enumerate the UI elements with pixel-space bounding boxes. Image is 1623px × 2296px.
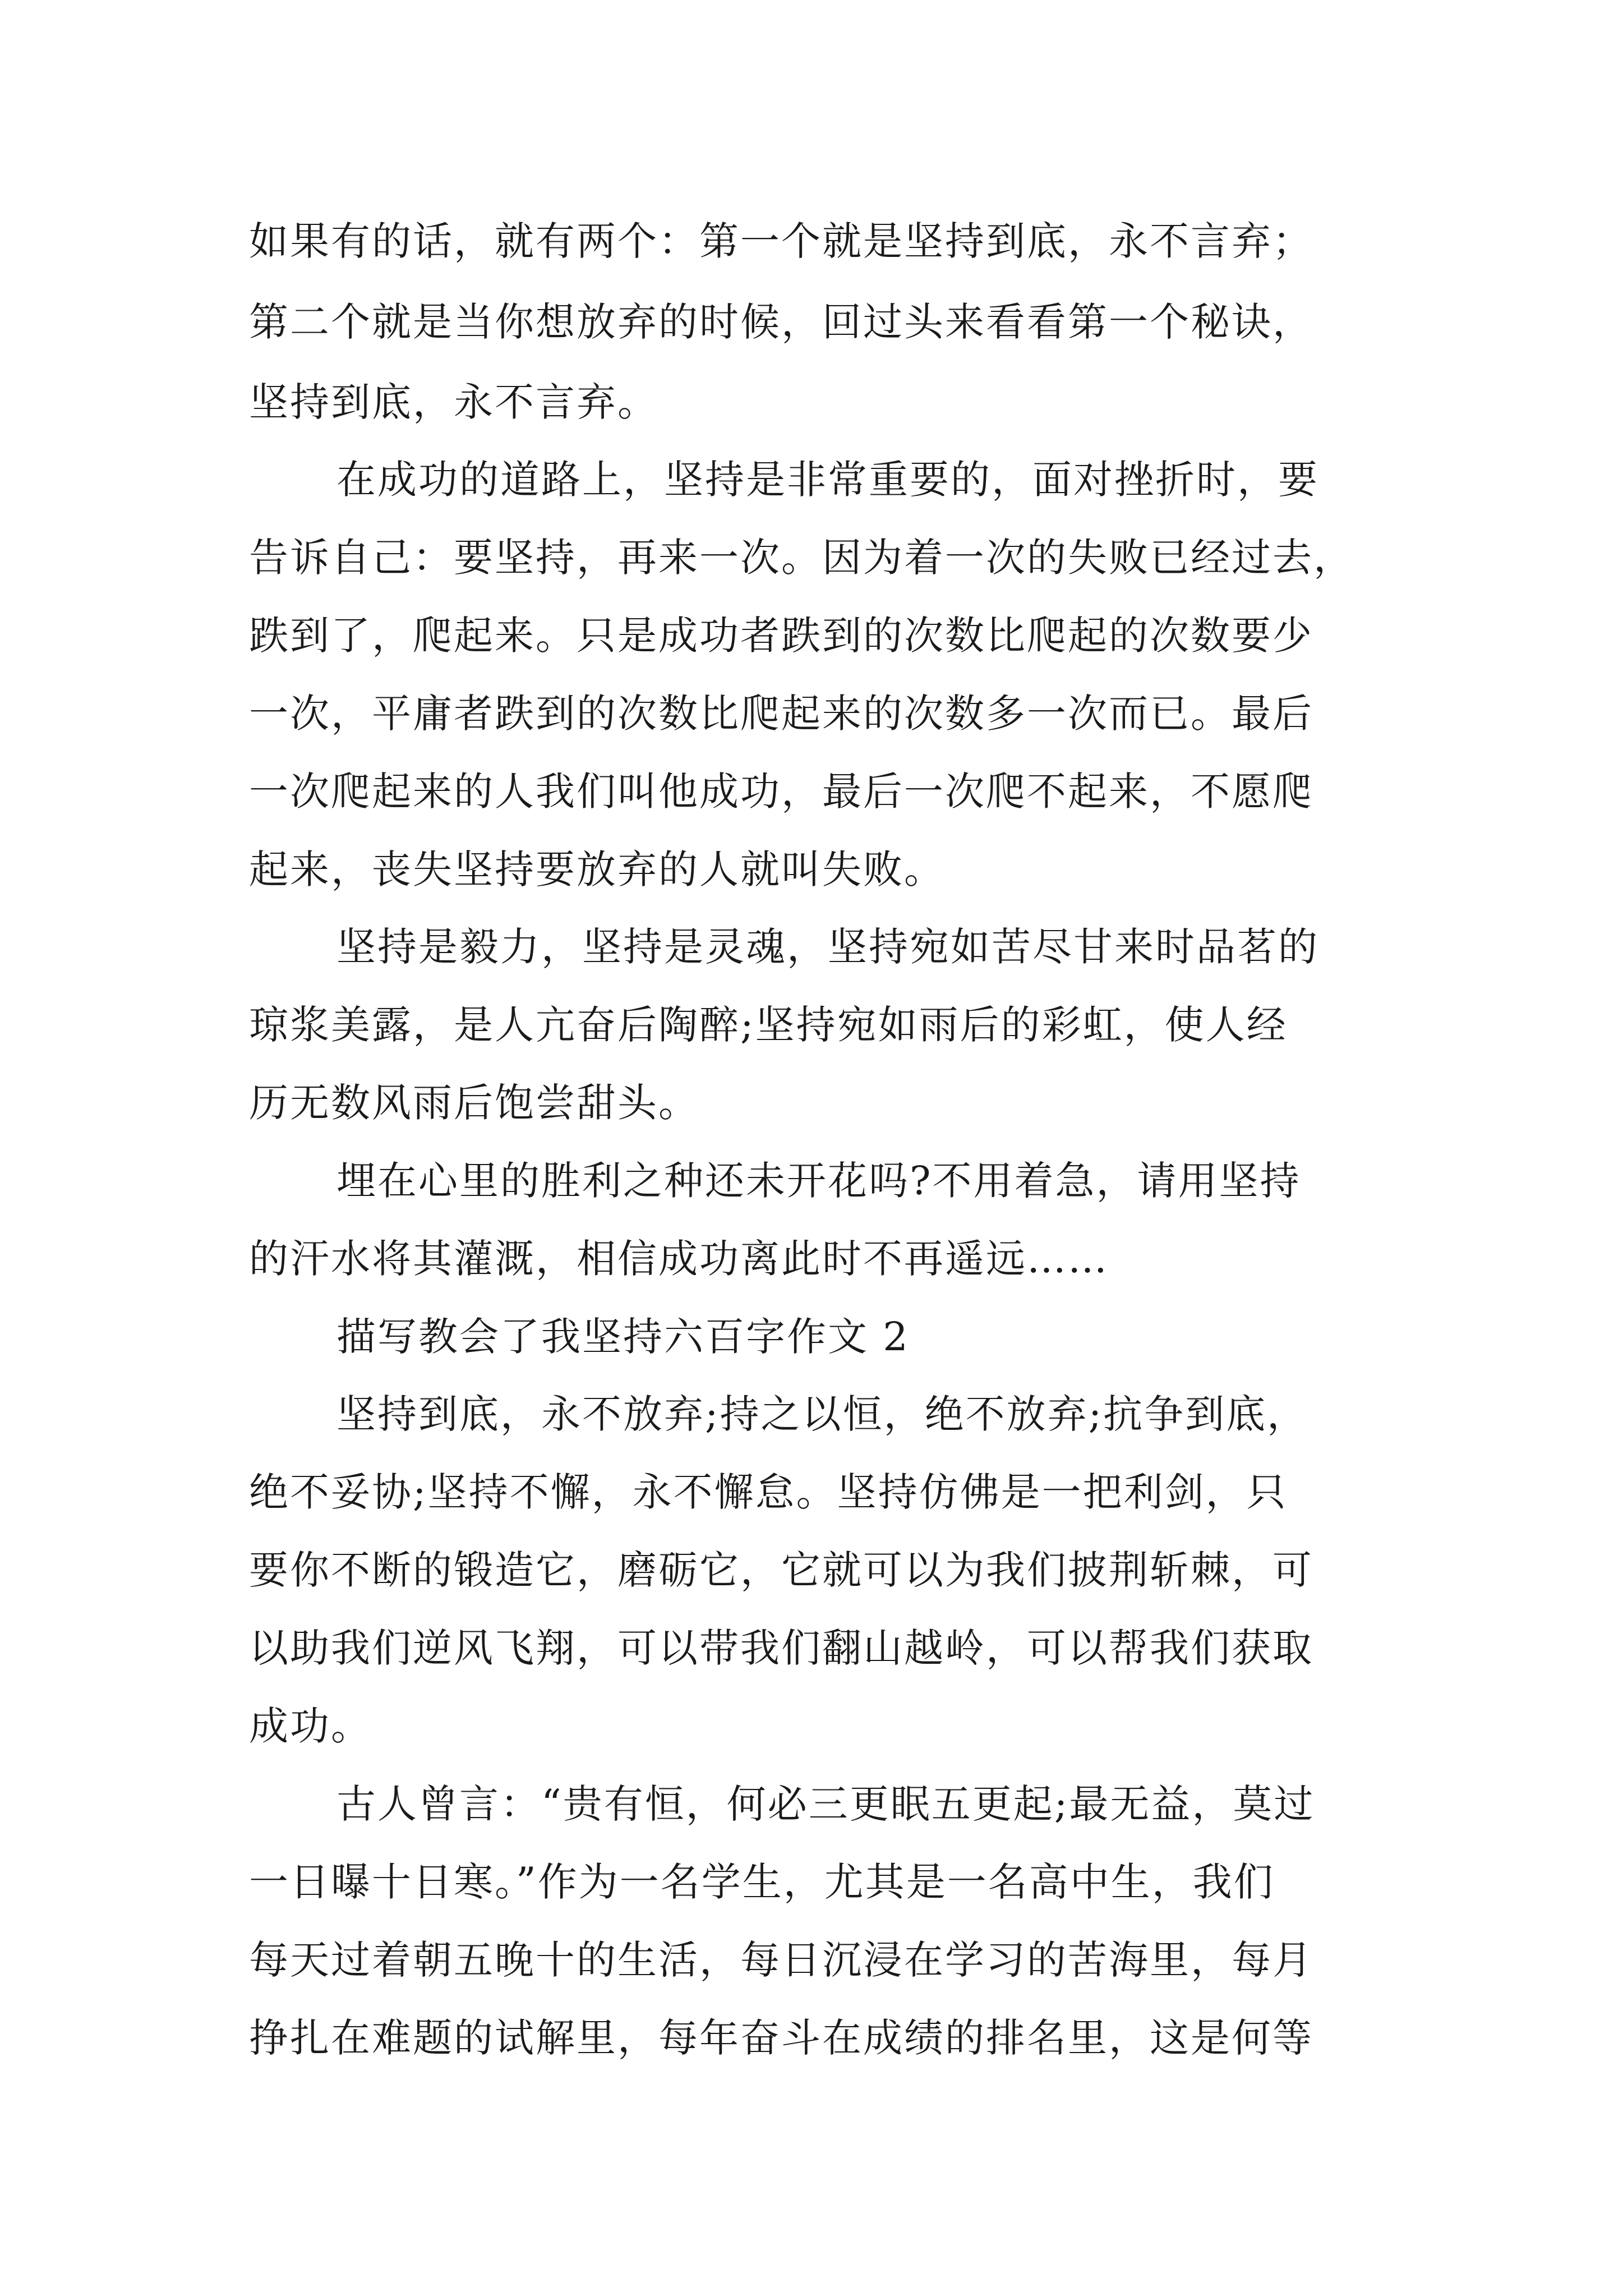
- text-line: 以助我们逆风飞翔，可以带我们翻山越岭，可以帮我们获取: [249, 1625, 1313, 1671]
- text-line: 起来，丧失坚持要放弃的人就叫失败。: [249, 846, 945, 892]
- text-line: 如果有的话，就有两个：第一个就是坚持到底，永不言弃；: [249, 218, 1313, 264]
- text-line: 坚持是毅力，坚持是灵魂，坚持宛如苦尽甘来时品茗的: [336, 924, 1319, 970]
- text-line: 要你不断的锻造它，磨砺它，它就可以为我们披荆斩棘，可: [249, 1547, 1313, 1593]
- text-line: 跌到了，爬起来。只是成功者跌到的次数比爬起的次数要少: [249, 613, 1313, 659]
- text-line: 每天过着朝五晚十的生活，每日沉浸在学习的苦海里，每月: [249, 1937, 1313, 1983]
- text-line: 一次爬起来的人我们叫他成功，最后一次爬不起来，不愿爬: [249, 769, 1313, 815]
- text-line: 琼浆美露，是人亢奋后陶醉;坚持宛如雨后的彩虹，使人经: [249, 1002, 1288, 1048]
- text-line: 埋在心里的胜利之种还未开花吗?不用着急，请用坚持: [336, 1158, 1301, 1204]
- text-line: 成功。: [249, 1703, 372, 1749]
- text-line: 坚持到底，永不言弃。: [249, 379, 658, 425]
- text-line: 在成功的道路上，坚持是非常重要的，面对挫折时，要: [336, 457, 1319, 503]
- text-line: 坚持到底，永不放弃;持之以恒，绝不放弃;抗争到底，: [336, 1391, 1308, 1437]
- text-line: 古人曾言：“贵有恒，何必三更眠五更起;最无益，莫过: [336, 1781, 1315, 1827]
- text-line: 告诉自己：要坚持，再来一次。因为着一次的失败已经过去，: [249, 535, 1354, 581]
- text-line: 的汗水将其灌溉，相信成功离此时不再遥远……: [249, 1236, 1109, 1282]
- text-line: 绝不妥协;坚持不懈，永不懈怠。坚持仿佛是一把利剑，只: [249, 1469, 1288, 1515]
- text-line: 历无数风雨后饱尝甜头。: [249, 1080, 699, 1126]
- text-line: 挣扎在难题的试解里，每年奋斗在成绩的排名里，这是何等: [249, 2015, 1313, 2061]
- section-heading: 描写教会了我坚持六百字作文 2: [336, 1314, 910, 1360]
- text-line: 一次，平庸者跌到的次数比爬起来的次数多一次而已。最后: [249, 691, 1313, 737]
- text-line: 第二个就是当你想放弃的时候，回过头来看看第一个秘诀，: [249, 299, 1313, 345]
- text-line: 一日曝十日寒。”作为一名学生，尤其是一名高中生，我们: [249, 1859, 1275, 1905]
